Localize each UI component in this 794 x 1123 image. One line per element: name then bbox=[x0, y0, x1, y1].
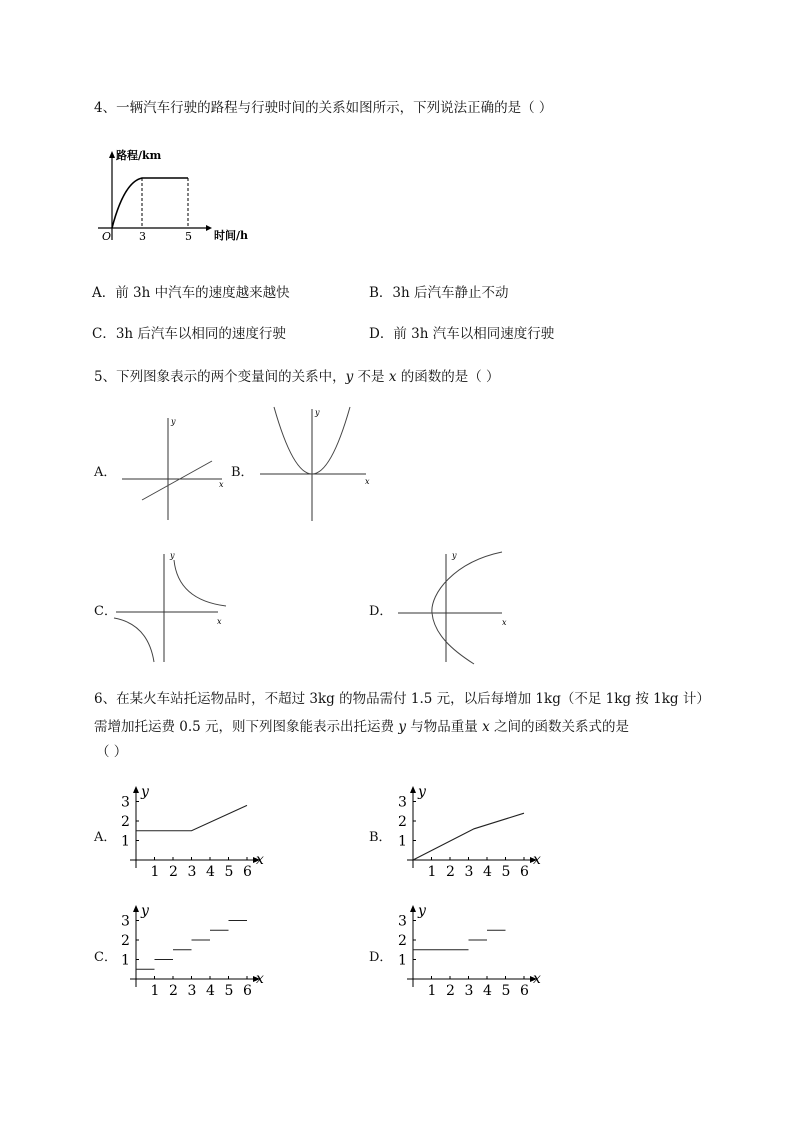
q6d-x-tick-4: 4 bbox=[483, 983, 492, 999]
q4-graph bbox=[90, 142, 260, 252]
q5d-x-label: x bbox=[502, 618, 507, 627]
q6d-y-tick-3: 3 bbox=[398, 913, 407, 930]
q5-stem: 5、下列图象表示的两个变量间的关系中，y 不是 x 的函数的是（ ） bbox=[94, 369, 500, 385]
q6-graph-d bbox=[393, 905, 543, 1000]
q6c-y-label: y bbox=[141, 903, 149, 919]
q6d-x-tick-2: 2 bbox=[446, 983, 455, 999]
q6a-x-tick-4: 4 bbox=[206, 864, 215, 880]
q5-graph-b bbox=[258, 405, 378, 525]
q6b-x-tick-5: 5 bbox=[501, 864, 511, 880]
q6c-x-tick-2: 2 bbox=[169, 983, 178, 999]
q4-tick-3: 3 bbox=[139, 230, 146, 243]
q6b-y-tick-2: 2 bbox=[398, 814, 407, 830]
q5-label-d[interactable]: D． bbox=[369, 604, 393, 619]
q4-option-d[interactable]: D．前 3h 汽车以相同速度行驶 bbox=[369, 326, 555, 342]
q6d-y-label: y bbox=[418, 903, 426, 919]
q6a-y-label: y bbox=[141, 784, 149, 800]
q6a-x-tick-3: 3 bbox=[187, 864, 197, 880]
q4-stem: 4、一辆汽车行驶的路程与行驶时间的关系如图所示，下列说法正确的是（ ） bbox=[94, 100, 553, 116]
q6a-x-label: x bbox=[256, 852, 264, 868]
q5-label-b[interactable]: B． bbox=[231, 465, 254, 480]
q6c-x-tick-6: 6 bbox=[243, 983, 252, 999]
q6b-y-tick-3: 3 bbox=[398, 794, 407, 811]
q6b-x-tick-6: 6 bbox=[520, 864, 529, 880]
q6c-x-tick-4: 4 bbox=[206, 983, 215, 999]
q6d-y-arrow bbox=[410, 905, 416, 912]
q6c-x-tick-1: 1 bbox=[150, 983, 160, 999]
q5-label-c[interactable]: C． bbox=[94, 604, 117, 619]
q5-graph-a bbox=[118, 412, 238, 527]
q6b-x-tick-1: 1 bbox=[427, 864, 437, 880]
q6d-x-tick-6: 6 bbox=[520, 983, 529, 999]
q6-graph-b bbox=[393, 786, 543, 881]
q6a-y-arrow bbox=[133, 786, 139, 793]
q5d-sideways-parabola bbox=[432, 552, 502, 664]
q6a-x-tick-1: 1 bbox=[150, 864, 160, 880]
q6c-y-tick-1: 1 bbox=[121, 952, 130, 969]
q6-label-a[interactable]: A． bbox=[94, 830, 117, 845]
q6b-x-tick-4: 4 bbox=[483, 864, 492, 880]
q6b-y-arrow bbox=[410, 786, 416, 793]
q5b-x-label: x bbox=[365, 477, 370, 486]
q6d-y-tick-1: 1 bbox=[398, 952, 407, 969]
q5d-y-label: y bbox=[452, 551, 457, 560]
q6b-x-tick-2: 2 bbox=[446, 864, 455, 880]
q6b-x-tick-3: 3 bbox=[464, 864, 474, 880]
q6c-x-label: x bbox=[256, 971, 264, 987]
q5a-x-label: x bbox=[219, 480, 224, 489]
q6-label-b[interactable]: B． bbox=[369, 830, 392, 845]
q5c-x-label: x bbox=[217, 617, 222, 626]
q6b-y-label: y bbox=[418, 784, 426, 800]
q6a-y-tick-2: 2 bbox=[121, 814, 130, 830]
q6d-x-tick-3: 3 bbox=[464, 983, 474, 999]
q4-x-arrow bbox=[206, 225, 212, 231]
q6c-y-arrow bbox=[133, 905, 139, 912]
q6b-fee-line bbox=[413, 813, 524, 860]
q6c-y-tick-2: 2 bbox=[121, 933, 130, 949]
q6a-x-tick-6: 6 bbox=[243, 864, 252, 880]
q6d-x-label: x bbox=[533, 971, 541, 987]
q6-stem-line2: 需增加托运费 0.5 元，则下列图象能表示出托运费 y 与物品重量 x 之间的函数关系式的是 bbox=[94, 719, 629, 735]
q4-tick-5: 5 bbox=[185, 230, 192, 243]
q6d-x-tick-1: 1 bbox=[427, 983, 437, 999]
q4-option-c[interactable]: C．3h 后汽车以相同的速度行驶 bbox=[92, 326, 286, 342]
q6-stem-line3: （ ） bbox=[96, 744, 128, 760]
q4-option-b[interactable]: B．3h 后汽车静止不动 bbox=[369, 285, 509, 301]
q5a-y-label: y bbox=[171, 417, 176, 426]
q6-graph-c bbox=[116, 905, 266, 1000]
q4-xlabel: 时间/h bbox=[214, 229, 249, 242]
q4-ylabel: 路程/km bbox=[116, 149, 162, 162]
q6a-y-tick-1: 1 bbox=[121, 833, 130, 850]
q6c-x-tick-3: 3 bbox=[187, 983, 197, 999]
q6-label-c[interactable]: C． bbox=[94, 950, 117, 965]
q6c-x-tick-5: 5 bbox=[224, 983, 234, 999]
q6a-fee-line bbox=[136, 805, 247, 830]
q6-label-d[interactable]: D． bbox=[369, 950, 393, 965]
q4-origin: O bbox=[102, 230, 112, 243]
q6a-x-tick-5: 5 bbox=[224, 864, 234, 880]
q4-distance-curve bbox=[112, 178, 188, 228]
q6c-y-tick-3: 3 bbox=[121, 913, 130, 930]
q5-graph-c bbox=[112, 550, 232, 665]
q6a-x-tick-2: 2 bbox=[169, 864, 178, 880]
q5b-y-label: y bbox=[315, 408, 320, 417]
q6d-y-tick-2: 2 bbox=[398, 933, 407, 949]
q5-graph-d bbox=[396, 550, 526, 665]
q5c-branch-2 bbox=[114, 618, 154, 662]
q6-graph-a bbox=[116, 786, 266, 881]
q4-option-a[interactable]: A．前 3h 中汽车的速度越来越快 bbox=[92, 285, 290, 301]
q5-label-a[interactable]: A． bbox=[94, 465, 117, 480]
q6d-x-tick-5: 5 bbox=[501, 983, 511, 999]
q5a-line bbox=[142, 461, 212, 500]
q6-stem-line1: 6、在某火车站托运物品时，不超过 3kg 的物品需付 1.5 元，以后每增加 1kg（不足 1kg 按 1kg 计） bbox=[94, 691, 710, 707]
q6b-y-tick-1: 1 bbox=[398, 833, 407, 850]
q6b-x-label: x bbox=[533, 852, 541, 868]
q5c-branch-1 bbox=[174, 560, 226, 606]
q4-y-arrow bbox=[109, 151, 115, 158]
q5c-y-label: y bbox=[170, 551, 175, 560]
q6a-y-tick-3: 3 bbox=[121, 794, 130, 811]
